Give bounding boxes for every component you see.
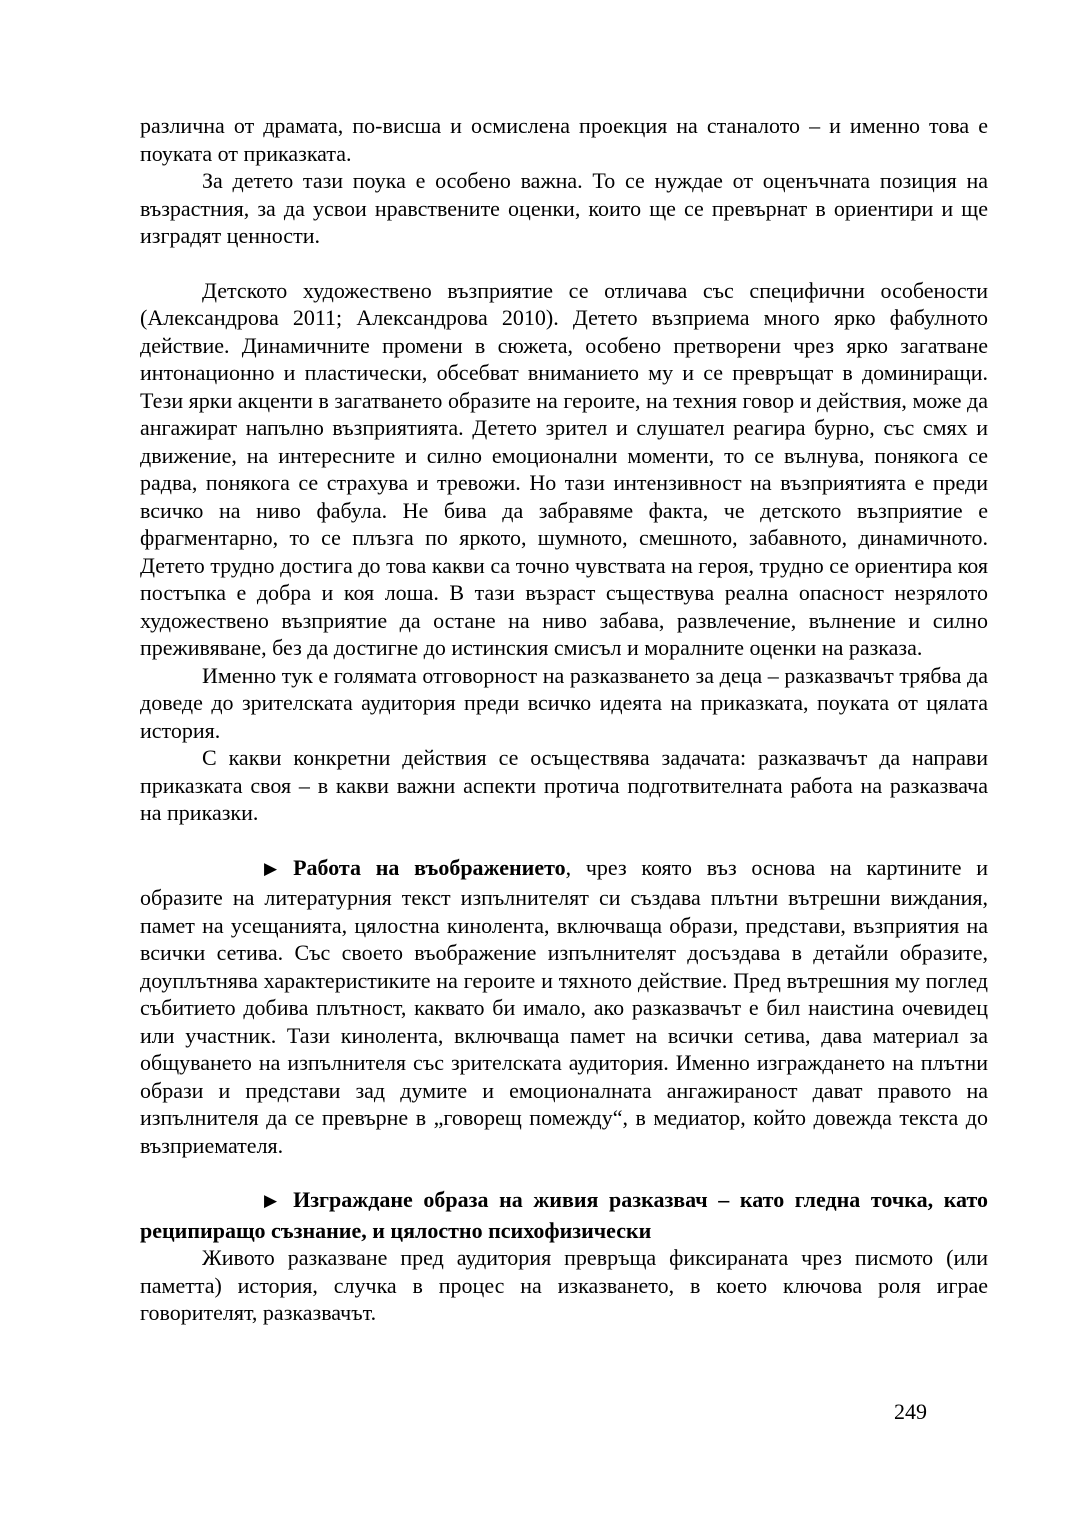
bullet-lead-bold: Работа на въображението [293,854,566,880]
paragraph-gap [140,827,988,854]
text-block [140,112,988,1327]
bullet-body-text: , чрез която въз основа на картините и образите на литературния текст изпълнителят си създава плътни вътрешни виждания, памет на усещанията, цялостна кинолента, включваща образи, представи, възприятия на всички сетива. Със своето въображение изпълнителят досъздава в детайли образите, доуплътнява характеристиките на героите и тяхното действие. Пред вътрешния му поглед събитието добива плътност, каквато би имало, ако разказвачът е бил наистина очевидец или участник. Тази кинолента, включваща памет на всички сетива, дава материал за общуването на изпълнителя със зрителската аудитория. Именно изграждането на плътни образи и представи зад думите и емоционалната ангажираност дават правото на изпълнителя да се превърне в „говорещ помежду“, в медиатор, който довежда текста до възприемателя. [140,854,988,1158]
bullet-triangle-icon: ▶ [264,1191,278,1211]
bullet-paragraph [140,854,988,1160]
paragraph: Детското художествено възприятие се отличава със специфични особености (Александрова 2011; Александрова 2010). Детето възприема много ярко фабулното действие. Динамичните промени в сюжета, особено претворени чрез ярко загатване интонационно и пластически, обсебват вниманието му и се превръщат в доминиращи. Тези ярки акценти в загатването образите на героите, на техния говор и действия, може да ангажират напълно възприятията. Детето зрител и слушател реагира бурно, със смях и движение, на интересните и силно емоционални моменти, то се вълнува, понякога се радва, понякога се страхува и тревожи. Но тази интензивност на възприятията е преди всичко на ниво фабула. Не бива да забравяме факта, че детското възприятие е фрагментарно, то се плъзга по яркото, шумното, смешното, забавното, динамичното. Детето трудно достига до това какви са точно чувствата на героя, трудно се ориентира коя постъпка е добра и коя лоша. В тази възраст съществува реална опасност незрялото художествено възприятие да остане на ниво забава, развлечение, вълнение и силно преживяване, без да достигне до истинския смисъл и моралните оценки на разказа. [140,277,988,660]
paragraph-gap [140,250,988,277]
bullet-paragraph [140,1186,988,1244]
paragraph-gap [140,1159,988,1186]
paragraph: За детето тази поука е особено важна. То се нуждае от оценъчната позиция на възрастния, за да усвои нравствените оценки, които ще се превърнат в ориентири и ще изградят ценности. [140,168,988,248]
paragraph-continuation: различна от драмата, по-висша и осмислена проекция на станалото – и именно това е поуката от приказката. [140,113,988,166]
bullet-triangle-icon: ▶ [264,858,278,879]
paragraph: С какви конкретни действия се осъществява задачата: разказвачът да направи приказката своя – в какви важни аспекти протича подготвителната работа на разказвача на приказки. [140,745,988,825]
paragraph: Именно тук е голямата отговорност на разказването за деца – разказвачът трябва да доведе до зрителската аудитория преди всичко идеята на приказката, поуката от цялата история. [140,662,988,743]
paragraph: Живото разказване пред аудитория превръща фиксираната чрез писмото (или паметта) история, случка в процес на изказването, в което ключова роля играе говорителят, разказвачът. [140,1245,988,1325]
page-number: 249 [894,1399,927,1424]
bullet-heading-bold: Изграждане образа на живия разказвач – като гледна точка, като реципиращо съзнание, и цялостно психофизически [140,1187,988,1243]
